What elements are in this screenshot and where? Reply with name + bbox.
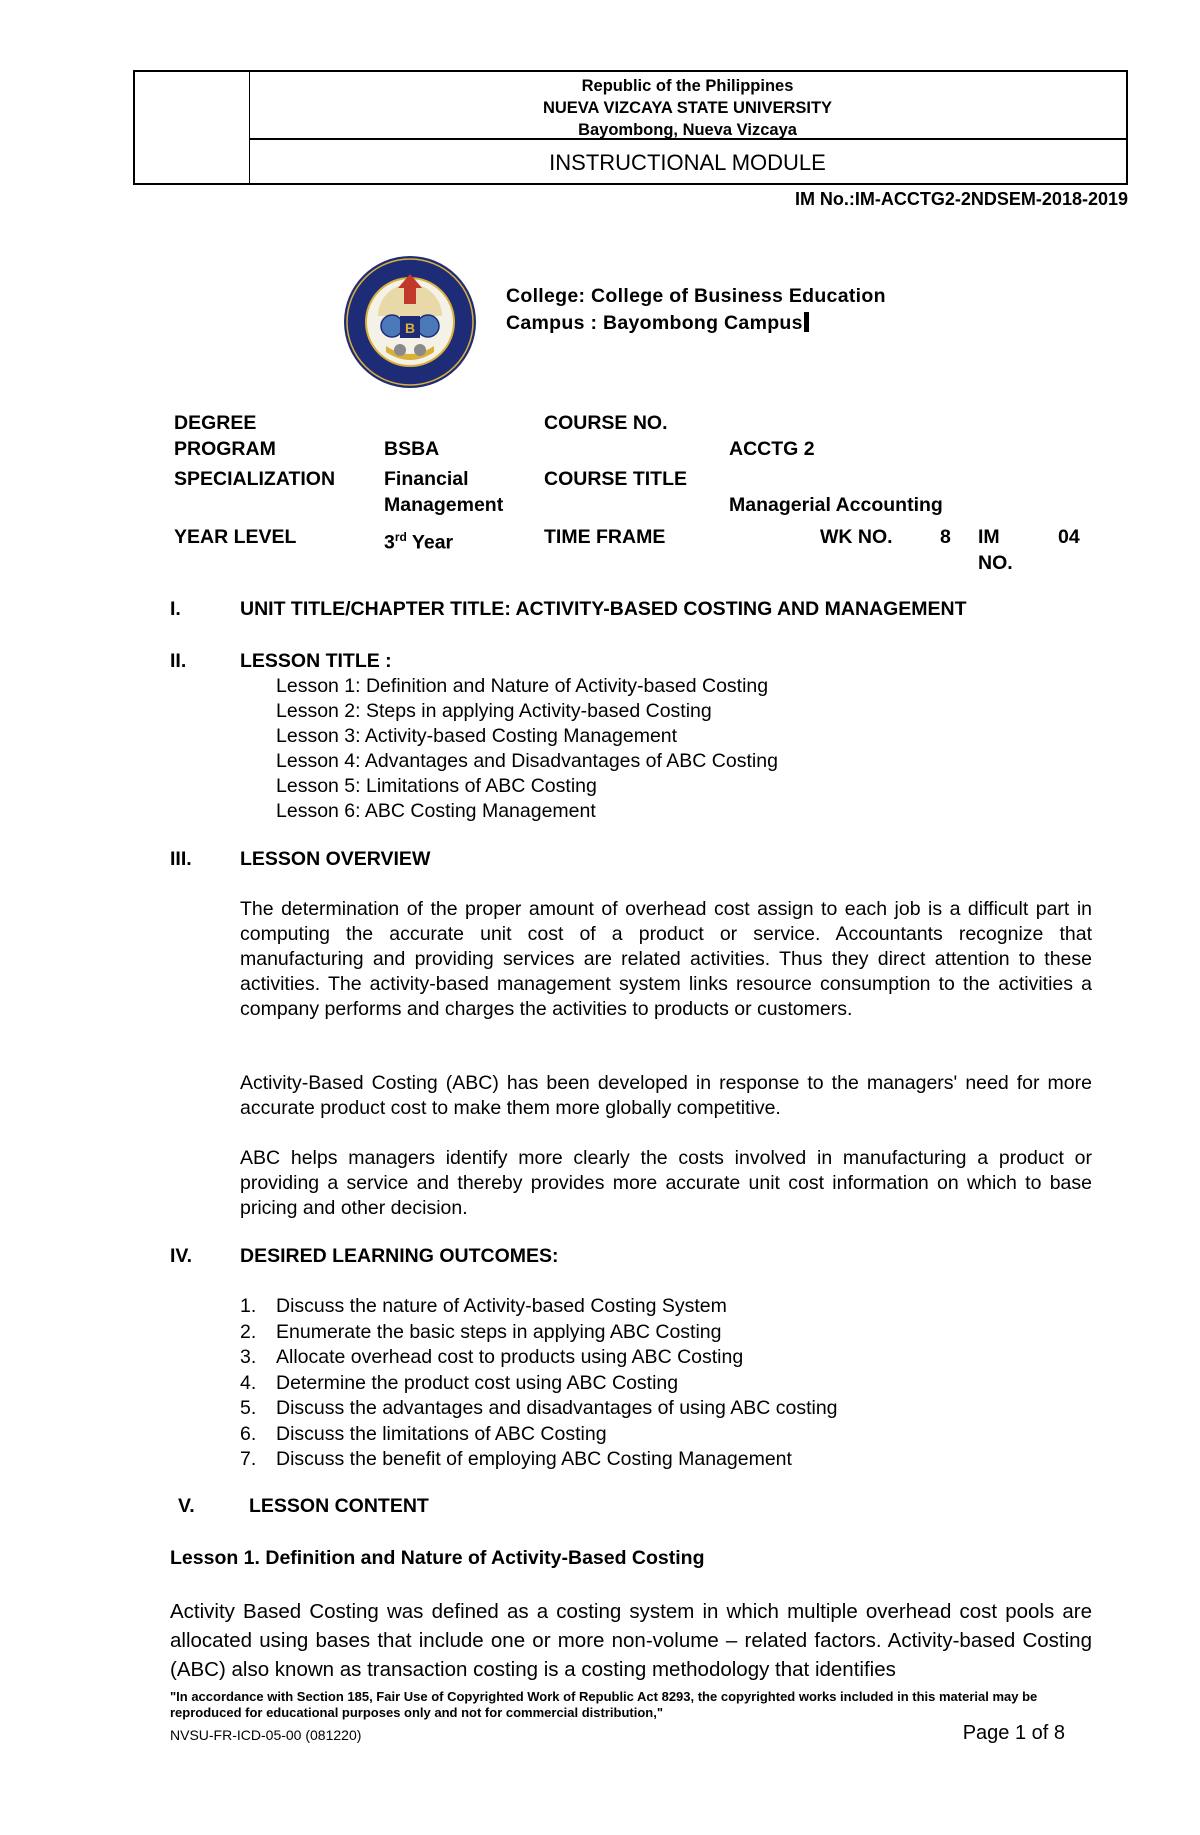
header-location: Bayombong, Nueva Vizcaya bbox=[578, 121, 797, 139]
list-item-number: 2. bbox=[240, 1320, 257, 1343]
section-1-number: I. bbox=[170, 598, 181, 620]
lesson-1-heading: Lesson 1. Definition and Nature of Activity-Based Costing bbox=[170, 1547, 705, 1569]
header-institution bbox=[249, 72, 1126, 140]
college-info bbox=[506, 283, 886, 337]
list-item-text: Discuss the advantages and disadvantages of using ABC costing bbox=[276, 1397, 838, 1419]
list-item: Lesson 4: Advantages and Disadvantages of ABC Costing bbox=[276, 750, 778, 772]
section-4-number: IV. bbox=[170, 1245, 193, 1267]
list-item bbox=[240, 1422, 838, 1448]
list-item-number: 3. bbox=[240, 1346, 257, 1368]
overview-paragraph-3: ABC helps managers identify more clearly the costs involved in manufacturing a product or providing a service and thereby provides more accurate unit cost information on which to base pricing and other decision. bbox=[240, 1147, 1092, 1219]
overview-paragraph-1: The determination of the proper amount of overhead cost assign to each job is a difficult part in computing the accurate unit cost of a product or service. Accountants recognize that manufacturing and providing services are related activities. Thus they direct attention to these activities. The activity-based management system links resource consumption to the activities a company performs and charges the activities to products or customers. bbox=[240, 898, 1092, 1020]
year-level-label: YEAR LEVEL bbox=[174, 526, 297, 548]
list-item-text: Allocate overhead cost to products using ABC Costing bbox=[276, 1346, 744, 1368]
module-title: INSTRUCTIONAL MODULE bbox=[549, 150, 826, 175]
section-5-title: LESSON CONTENT bbox=[249, 1495, 429, 1517]
time-frame-label: TIME FRAME bbox=[544, 526, 666, 548]
list-item bbox=[240, 1396, 838, 1422]
text-cursor bbox=[804, 312, 809, 332]
section-4-title: DESIRED LEARNING OUTCOMES: bbox=[240, 1245, 559, 1267]
specialization-value-line1: Financial bbox=[384, 468, 469, 490]
course-title-value: Managerial Accounting bbox=[729, 494, 943, 516]
lesson-1-paragraph: Activity Based Costing was defined as a costing system in which multiple overhead cost pools are allocated using bases that include one or more non-volume – related factors. Activity-based Costing (ABC) also known as transaction costing is a costing methodology that identifies bbox=[170, 1600, 1092, 1681]
im-number: IM No.:IM-ACCTG2-2NDSEM-2018-2019 bbox=[794, 189, 1128, 209]
list-item-text: Discuss the limitations of ABC Costing bbox=[276, 1422, 607, 1445]
list-item-text: Discuss the nature of Activity-based Costing System bbox=[276, 1295, 727, 1317]
header-logo-cell bbox=[135, 72, 250, 183]
header-republic: Republic of the Philippines bbox=[581, 77, 794, 95]
wk-no-label: WK NO. bbox=[820, 526, 893, 548]
degree-label bbox=[174, 410, 276, 462]
list-item-text: Discuss the benefit of employing ABC Costing Management bbox=[276, 1448, 792, 1470]
list-item-number: 7. bbox=[240, 1448, 257, 1470]
year-level-sup: rd bbox=[394, 530, 407, 544]
list-item-text: Enumerate the basic steps in applying ABC Costing bbox=[276, 1320, 722, 1343]
degree-value: BSBA bbox=[384, 438, 440, 460]
year-level-value bbox=[384, 524, 453, 556]
footnote-line1: "In accordance with Section 185, Fair Use of Copyrighted Work of Republic Act 8293, the copyrighted works included in this material may be bbox=[170, 1689, 1038, 1704]
college-seal-logo bbox=[342, 254, 478, 390]
list-item: Lesson 6: ABC Costing Management bbox=[276, 800, 596, 822]
list-item-number: 6. bbox=[240, 1422, 257, 1445]
year-level-num: 3 bbox=[384, 531, 395, 554]
form-code: NVSU-FR-ICD-05-00 (081220) bbox=[170, 1727, 362, 1743]
list-item-text: Determine the product cost using ABC Costing bbox=[276, 1371, 679, 1394]
list-item-number: 5. bbox=[240, 1397, 257, 1419]
specialization-value-line2: Management bbox=[384, 494, 504, 516]
list-item: Lesson 3: Activity-based Costing Management bbox=[276, 725, 678, 747]
header-table bbox=[133, 70, 1128, 185]
list-item: Lesson 2: Steps in applying Activity-based Costing bbox=[276, 700, 712, 722]
section-3-title: LESSON OVERVIEW bbox=[240, 848, 431, 870]
list-item: Lesson 5: Limitations of ABC Costing bbox=[276, 775, 597, 797]
college-name: College: College of Business Education bbox=[506, 285, 886, 307]
wk-no-value: 8 bbox=[940, 526, 951, 548]
course-no-label: COURSE NO. bbox=[544, 412, 668, 434]
degree-label-line2: PROGRAM bbox=[174, 438, 276, 460]
im-no-label-line2: NO. bbox=[978, 552, 1013, 574]
list-item bbox=[240, 1371, 838, 1397]
overview-paragraph-2: Activity-Based Costing (ABC) has been developed in response to the managers' need for more accurate product cost to make them more globally competitive. bbox=[240, 1072, 1092, 1119]
section-2-number: II. bbox=[170, 650, 187, 672]
page-number: Page 1 of 8 bbox=[962, 1722, 1065, 1744]
list-item bbox=[240, 1294, 838, 1320]
outcomes-list bbox=[240, 1294, 838, 1473]
im-no-label bbox=[978, 524, 1013, 576]
header-university: NUEVA VIZCAYA STATE UNIVERSITY bbox=[542, 99, 833, 117]
course-title-label: COURSE TITLE bbox=[544, 468, 688, 490]
year-level-rest: Year bbox=[406, 531, 454, 554]
lesson-list bbox=[276, 674, 778, 824]
section-5-number: V. bbox=[178, 1495, 195, 1517]
list-item bbox=[240, 1447, 838, 1473]
specialization-label: SPECIALIZATION bbox=[174, 468, 336, 490]
campus-line bbox=[506, 310, 886, 337]
section-3-number: III. bbox=[170, 848, 192, 870]
copyright-footnote bbox=[170, 1689, 1070, 1721]
list-item-number: 4. bbox=[240, 1371, 257, 1394]
list-item bbox=[240, 1320, 838, 1346]
specialization-value bbox=[384, 466, 503, 518]
footnote-line2: reproduced for educational purposes only and not for commercial distribution," bbox=[170, 1705, 663, 1720]
course-no-value: ACCTG 2 bbox=[729, 438, 815, 460]
svg-text:B: B bbox=[404, 320, 416, 336]
section-2-title: LESSON TITLE : bbox=[240, 650, 392, 672]
section-1-title: UNIT TITLE/CHAPTER TITLE: ACTIVITY-BASED COSTING AND MANAGEMENT bbox=[240, 598, 967, 620]
campus-name: Campus : Bayombong Campus bbox=[506, 312, 803, 334]
list-item bbox=[240, 1345, 838, 1371]
list-item-number: 1. bbox=[240, 1295, 257, 1317]
im-no-value: 04 bbox=[1058, 526, 1080, 548]
im-no-label-line1: IM bbox=[978, 526, 1000, 548]
list-item: Lesson 1: Definition and Nature of Activity-based Costing bbox=[276, 675, 769, 697]
degree-label-line1: DEGREE bbox=[174, 412, 257, 434]
